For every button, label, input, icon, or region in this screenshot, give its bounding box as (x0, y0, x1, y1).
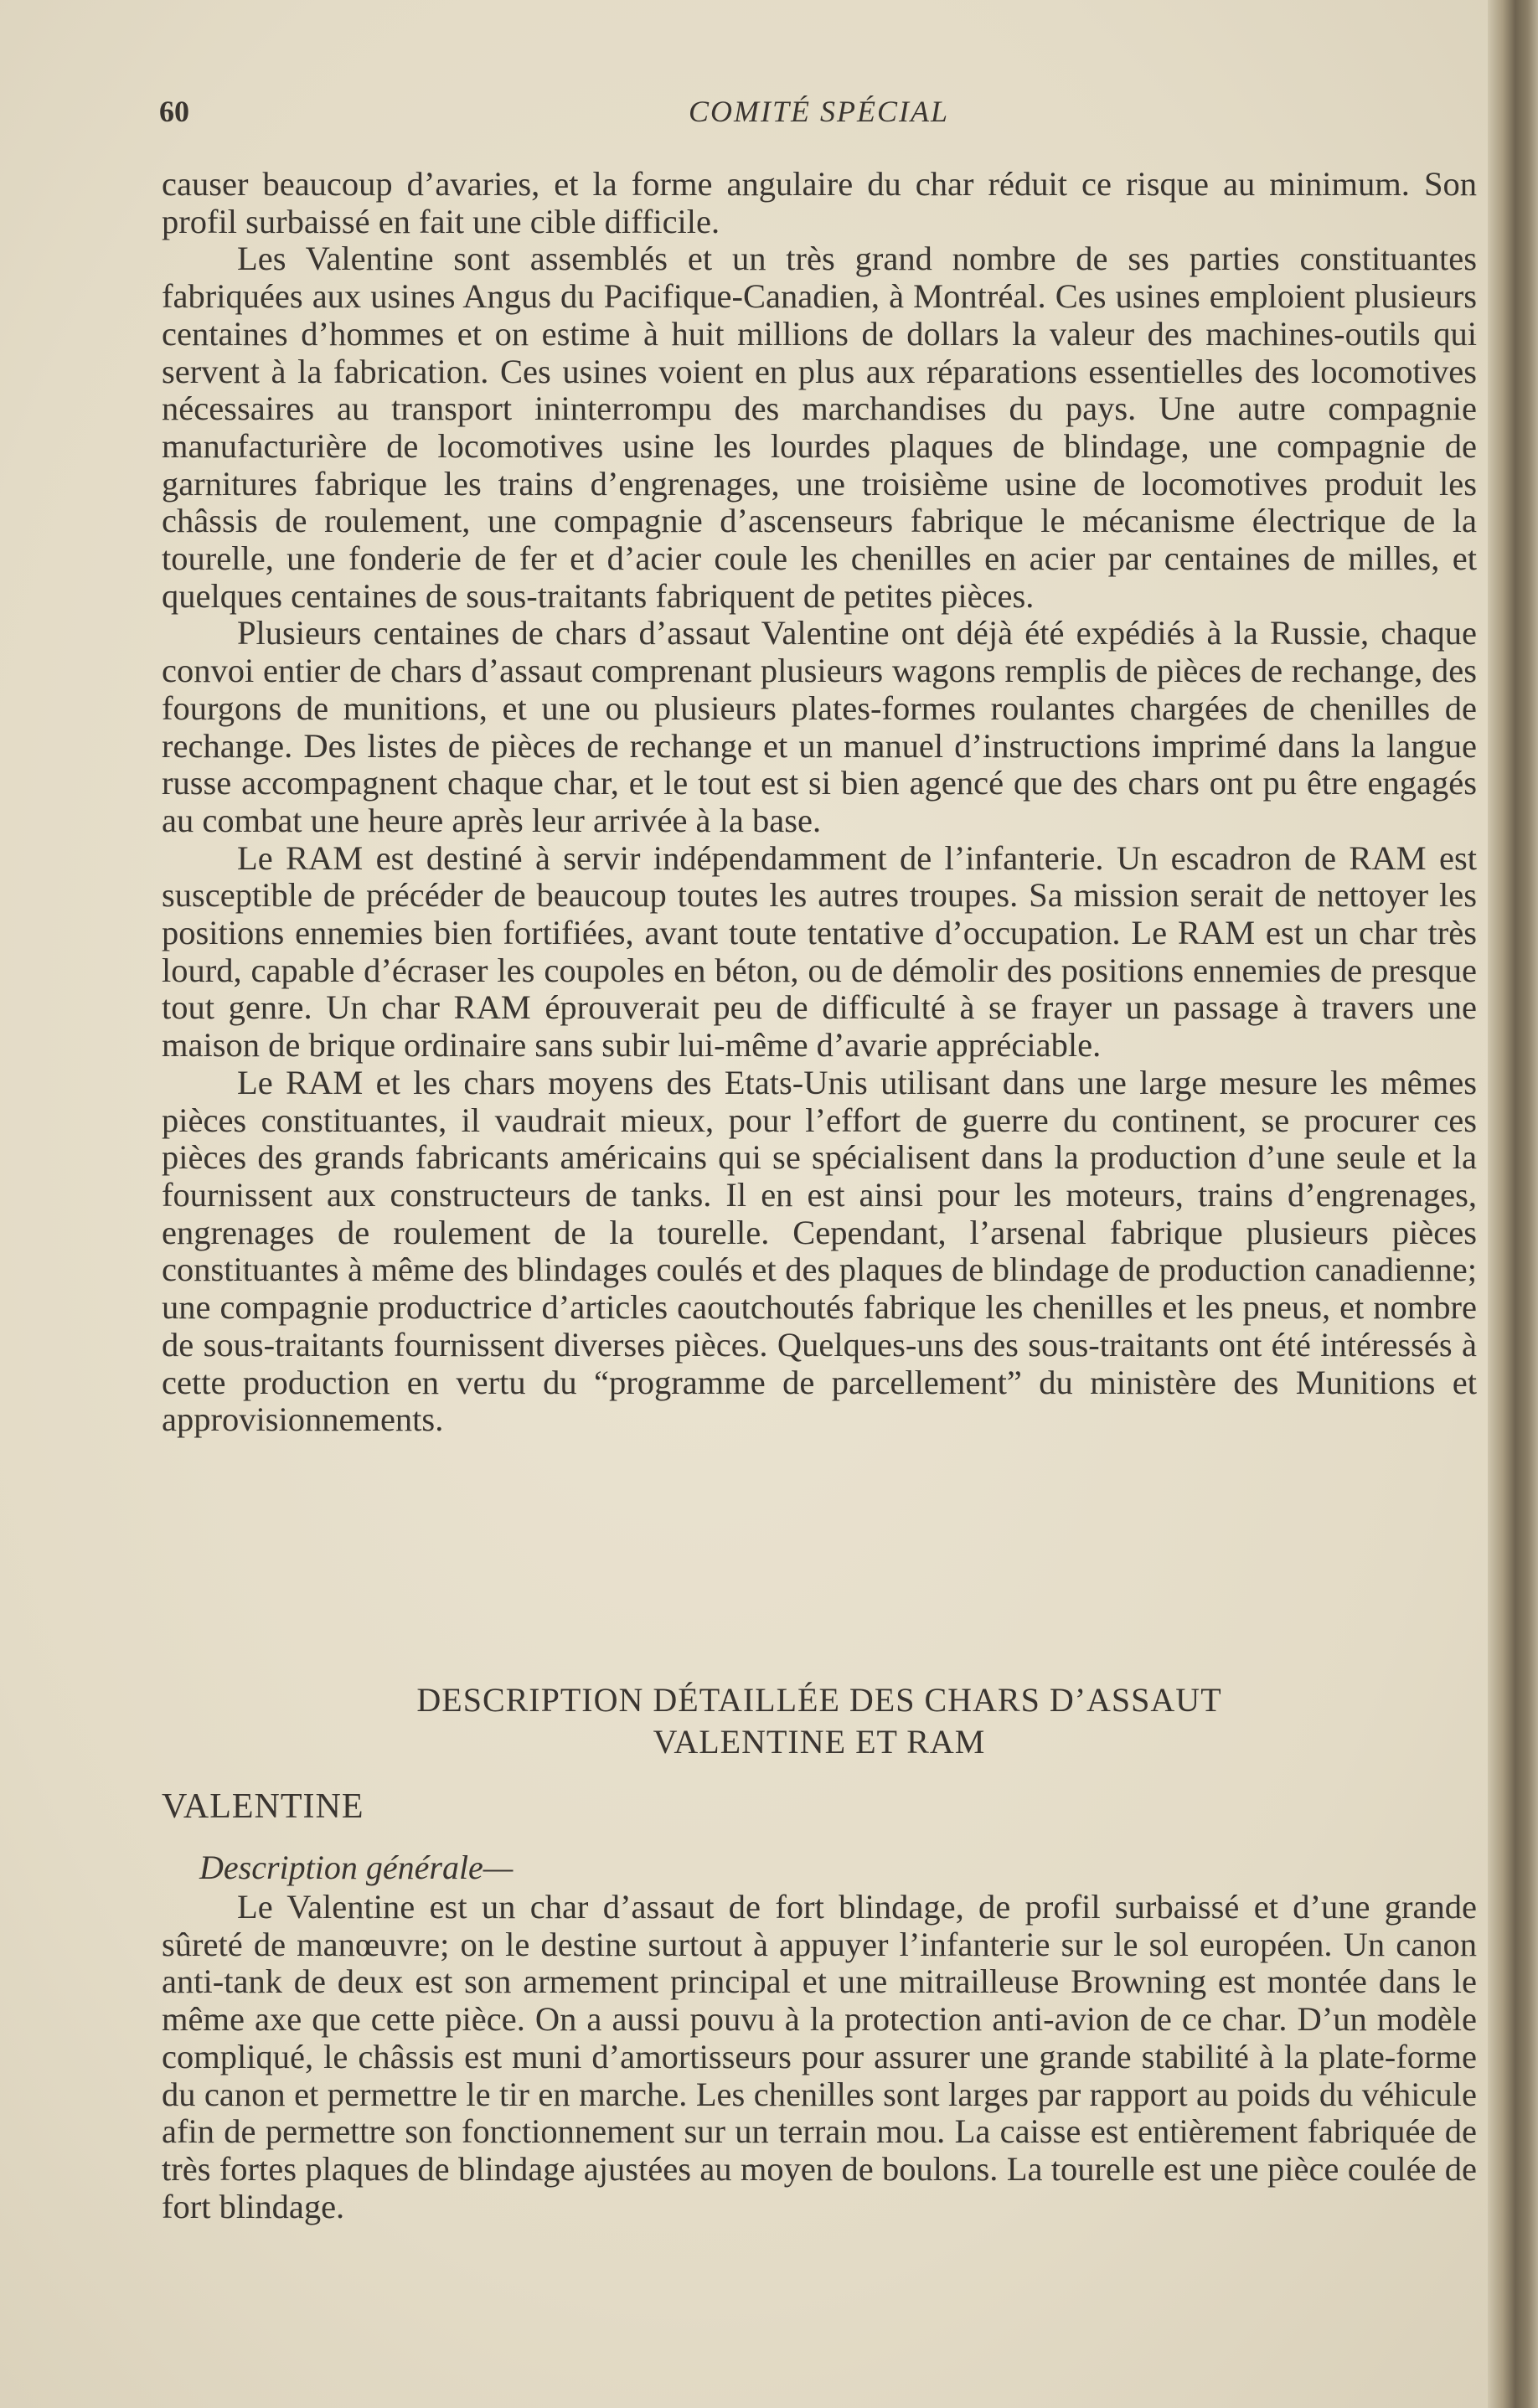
subsection-heading: VALENTINE (162, 1787, 364, 1826)
section-heading-line-1: DESCRIPTION DÉTAILLÉE DES CHARS D’ASSAUT (416, 1681, 1222, 1719)
paragraph: Le RAM et les chars moyens des Etats-Unis utilisant dans une large mesure les mêmes pièces constituantes, il vaudrait mieux, pour l’effort de guerre du continent, se procurer ces pièces des grands fabricants américains qui se spécialisent dans la production d’une seule et la fournissent aux constructeurs de tanks. Il en est ainsi pour les moteurs, trains d’engrenages, engrenages de roulement de la tourelle. Cependant, l’arsenal fabrique plusieurs pièces constituantes à même des blindages coulés et des plaques de blindage de production canadienne; une compagnie productrice d’articles caoutchoutés fabrique les chenilles et les pneus, et nombre de sous-traitants fournissent diverses pièces. Quelques-uns des sous-traitants ont été intéressés à cette production en vertu du “programme de parcellement” du ministère des Munitions et approvisionnements. (162, 1063, 1477, 1439)
section-heading-line-2: VALENTINE ET RAM (653, 1723, 986, 1761)
section-heading (162, 1679, 1477, 1763)
page-number: 60 (159, 95, 189, 128)
subsubsection-heading: Description générale— (199, 1849, 514, 1886)
running-header (159, 94, 1479, 136)
section-body-text (162, 1889, 1477, 2225)
paragraph-continued: causer beaucoup d’avaries, et la forme angulaire du char réduit ce risque au minimum. Son profil surbaissé en fait une cible difficile. (162, 165, 1477, 240)
running-title: COMITÉ SPÉCIAL (689, 95, 949, 128)
body-text (162, 166, 1477, 1439)
page-gutter-shadow (1488, 0, 1538, 2408)
paragraph: Le RAM est destiné à servir indépendamment de l’infanterie. Un escadron de RAM est susceptible de précéder de beaucoup toutes les autres troupes. Sa mission serait de nettoyer les positions ennemies bien fortifiées, avant toute tentative d’occupation. Le RAM est un char très lourd, capable d’écraser les coupoles en béton, ou de démolir des positions ennemies de presque tout genre. Un char RAM éprouverait peu de difficulté à se frayer un passage à travers une maison de brique ordinaire sans subir lui-même d’avarie appréciable. (162, 838, 1477, 1065)
paragraph: Les Valentine sont assemblés et un très grand nombre de ses parties constituantes fabriquées aux usines Angus du Pacifique-Canadien, à Montréal. Ces usines emploient plusieurs centaines d’hommes et on estime à huit millions de dollars la valeur des machines-outils qui servent à la fabrication. Ces usines voient en plus aux réparations essentielles des locomotives nécessaires au transport ininterrompu des marchandises du pays. Une autre compagnie manufacturière de locomotives usine les lourdes plaques de blindage, une compagnie de garnitures fabrique les trains d’engrenages, une troisième usine de locomotives produit les châssis de roulement, une compagnie d’ascenseurs fabrique le mécanisme électrique de la tourelle, une fonderie de fer et d’acier coule les chenilles en acier par centaines de milles, et quelques centaines de sous-traitants fabriquent de petites pièces. (162, 240, 1477, 615)
paragraph: Le Valentine est un char d’assaut de fort blindage, de profil surbaissé et d’une grande sûreté de manœuvre; on le destine surtout à appuyer l’infanterie sur le sol européen. Un canon anti-tank de deux est son armement principal et une mitrailleuse Browning est montée dans le même axe que cette pièce. On a aussi pouvu à la protection anti-avion de ce char. D’un modèle compliqué, le châssis est muni d’amortisseurs pour assurer une grande stabilité à la plate-forme du canon et permettre le tir en marche. Les chenilles sont larges par rapport au poids du véhicule afin de permettre son fonctionnement sur un terrain mou. La caisse est entièrement fabriquée de très fortes plaques de blindage ajustées au moyen de boulons. La tourelle est une pièce coulée de fort blindage. (162, 1888, 1477, 2225)
paragraph: Plusieurs centaines de chars d’assaut Valentine ont déjà été expédiés à la Russie, chaque convoi entier de chars d’assaut comprenant plusieurs wagons remplis de pièces de rechange, des fourgons de munitions, et une ou plusieurs plates-formes roulantes chargées de chenilles de rechange. Des listes de pièces de rechange et un manuel d’instructions imprimé dans la langue russe accompagnent chaque char, et le tout est si bien agencé que des chars ont pu être engagés au combat une heure après leur arrivée à la base. (162, 614, 1477, 839)
